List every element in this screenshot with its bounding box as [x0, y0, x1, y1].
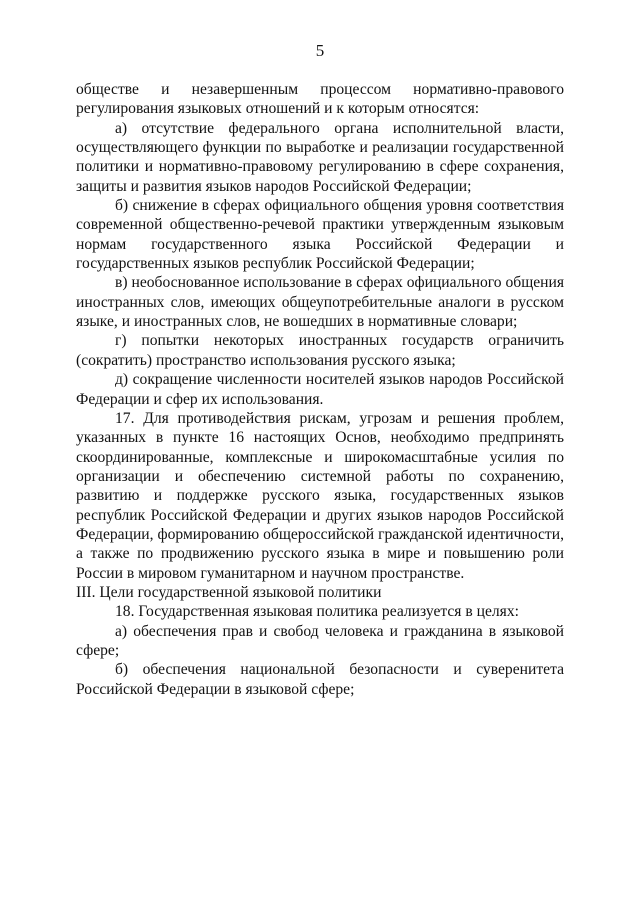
page-number: 5 — [315, 41, 325, 60]
paragraph-18-item-a: а) обеспечения прав и свобод человека и гражданина в языковой сфере; — [76, 622, 564, 659]
document-body — [76, 80, 564, 699]
paragraph-item-g: г) попытки некоторых иностранных государств ограничить (сократить) пространство использования русского языка; — [76, 332, 564, 369]
paragraph-item-a: а) отсутствие федерального органа исполнительной власти, осуществляющего функции по выработке и реализации государственной политики и нормативно-правовому регулированию в сфере сохранения, защиты и развития языков народов Российской Федерации; — [76, 119, 564, 195]
paragraph-18-item-b: б) обеспечения национальной безопасности и суверенитета Российской Федерации в языковой сфере; — [76, 661, 564, 698]
paragraph-item-d: д) сокращение численности носителей языков народов Российской Федерации и сфер их использования. — [76, 371, 564, 408]
paragraph-18: 18. Государственная языковая политика реализуется в целях: — [115, 603, 519, 621]
section-heading: III. Цели государственной языковой политики — [76, 583, 382, 601]
paragraph-17: 17. Для противодействия рискам, угрозам и решения проблем, указанных в пункте 16 настоящих Основ, необходимо предпринять скоординированные, комплексные и широкомасштабные усилия по организации и обеспечению системной работы по сохранению, развитию и поддержке русского языка, государственных языков республик Российской Федерации и других языков народов Российской Федерации, формированию общероссийской гражданской идентичности, а также по продвижению русского языка в мире и повышению роли России в мировом гуманитарном и научном пространстве. — [76, 409, 564, 582]
paragraph-continuation: обществе и незавершенным процессом нормативно-правового регулирования языковых отношений и к которым относятся: — [76, 81, 564, 118]
paragraph-item-b: б) снижение в сферах официального общения уровня соответствия современной общественно-речевой практики утвержденным языковым нормам государственного языка Российской Федерации и государственных языков республик Российской Федерации; — [76, 197, 564, 273]
paragraph-item-v: в) необоснованное использование в сферах официального общения иностранных слов, имеющих общеупотребительные аналоги в русском языке, и иностранных слов, не вошедших в нормативные словари; — [76, 274, 564, 331]
